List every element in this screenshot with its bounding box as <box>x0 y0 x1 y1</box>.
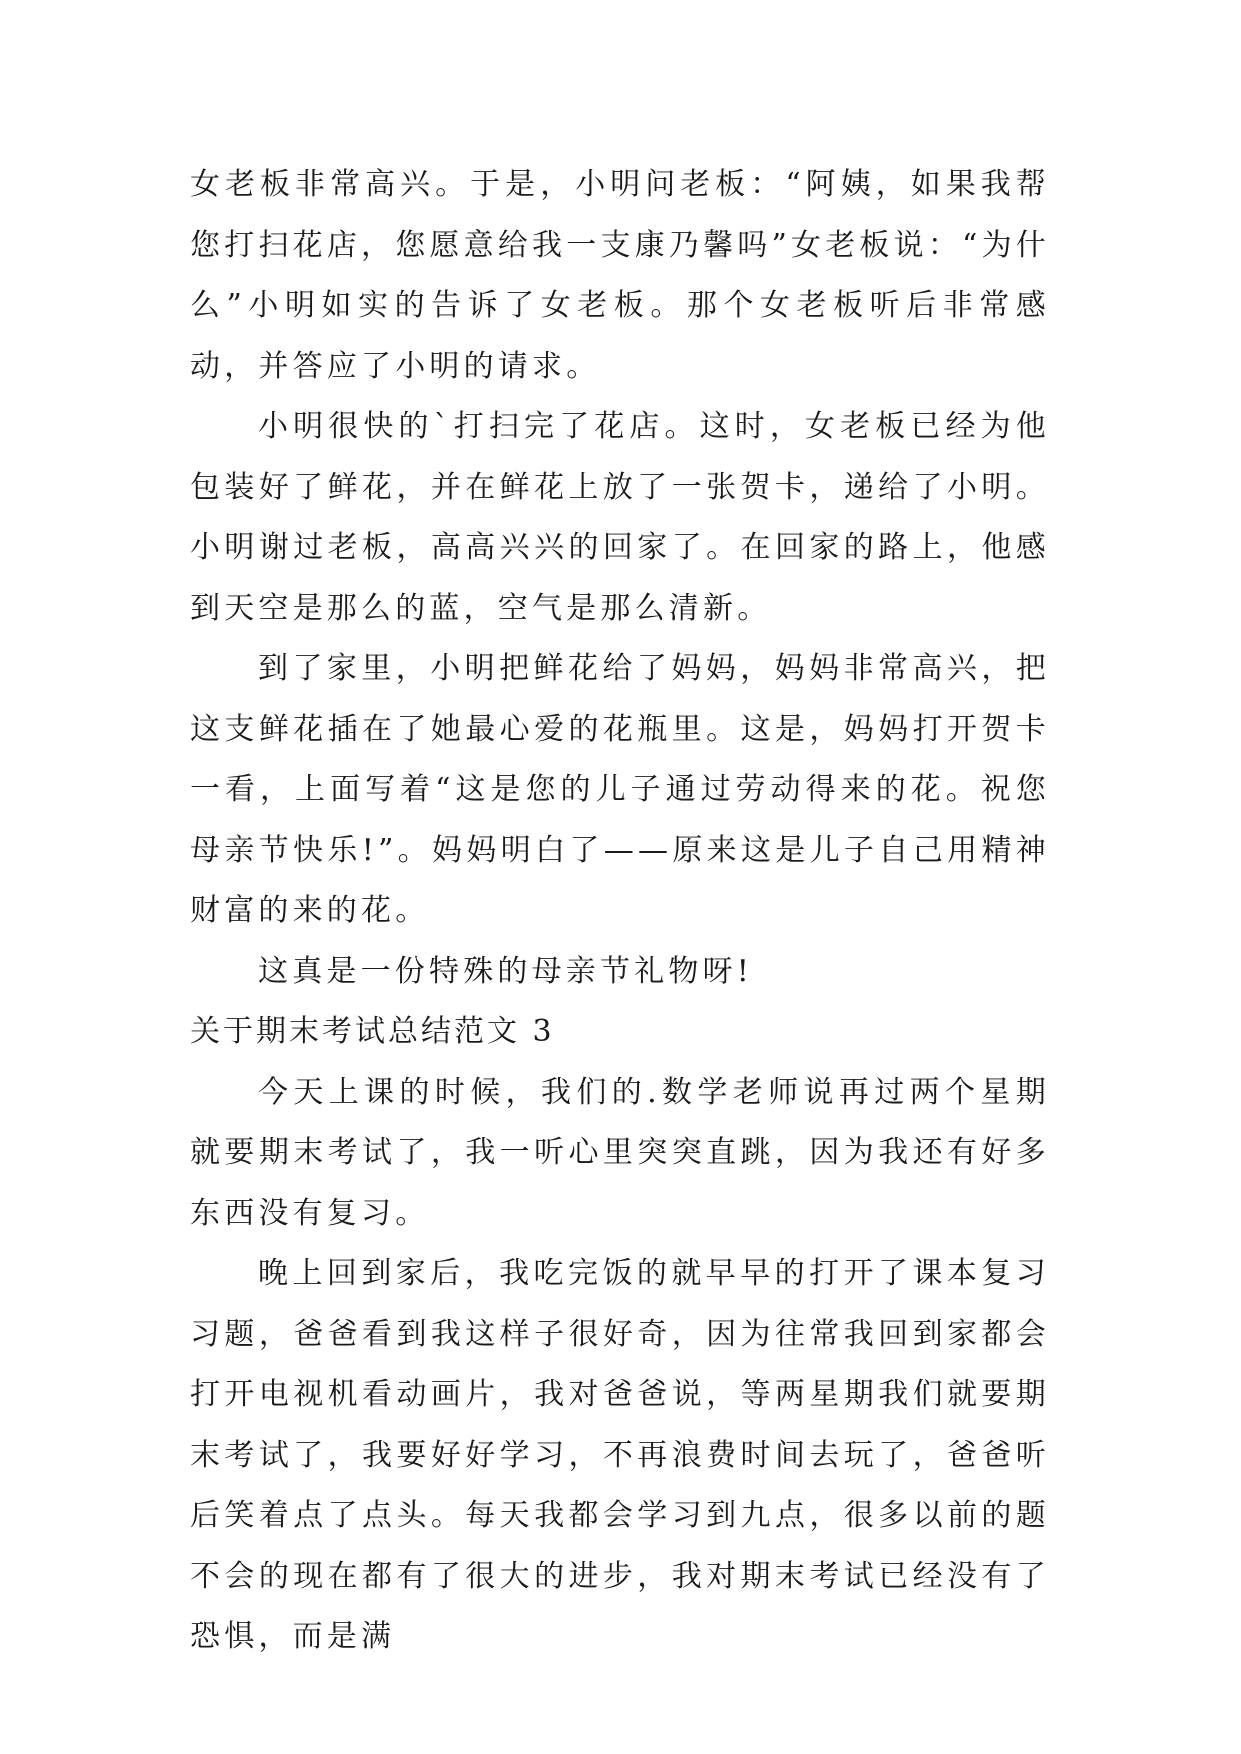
paragraph-study-routine: 晚上回到家后，我吃完饭的就早早的打开了课本复习习题，爸爸看到我这样子很好奇，因为往常我回到家都会打开电视机看动画片，我对爸爸说，等两星期我们就要期末考试了，我要好好学习，不再浪费时间去玩了，爸爸听后笑着点了点头。每天我都会学习到九点，很多以前的题不会的现在都有了很大的进步，我对期末考试已经没有了恐惧，而是满 <box>190 1256 1050 1654</box>
section-heading: 关于期末考试总结范文 3 <box>190 1014 555 1049</box>
paragraph-cleaning-shop: 小明很快的`打扫完了花店。这时，女老板已经为他包装好了鲜花，并在鲜花上放了一张贺卡，递给了小明。小明谢过老板，高高兴兴的回家了。在回家的路上，他感到天空是那么的蓝，空气是那么清新。 <box>190 409 1050 626</box>
paragraph-special-gift: 这真是一份特殊的母亲节礼物呀! <box>258 953 754 989</box>
paragraph-flower-shop-request: 女老板非常高兴。于是，小明问老板：“阿姨，如果我帮您打扫花店，您愿意给我一支康乃馨吗”女老板说：“为什么”小明如实的告诉了女老板。那个女老板听后非常感动，并答应了小明的请求。 <box>190 167 1050 384</box>
paragraph-exam-announcement: 今天上课的时候，我们的.数学老师说再过两个星期就要期末考试了，我一听心里突突直跳，因为我还有好多东西没有复习。 <box>190 1074 1050 1231</box>
document-body <box>190 155 1050 1668</box>
paragraph-mother-card: 到了家里，小明把鲜花给了妈妈，妈妈非常高兴，把这支鲜花插在了她最心爱的花瓶里。这是，妈妈打开贺卡一看，上面写着“这是您的儿子通过劳动得来的花。祝您母亲节快乐!”。妈妈明白了——原来这是儿子自己用精神财富的来的花。 <box>190 651 1050 928</box>
